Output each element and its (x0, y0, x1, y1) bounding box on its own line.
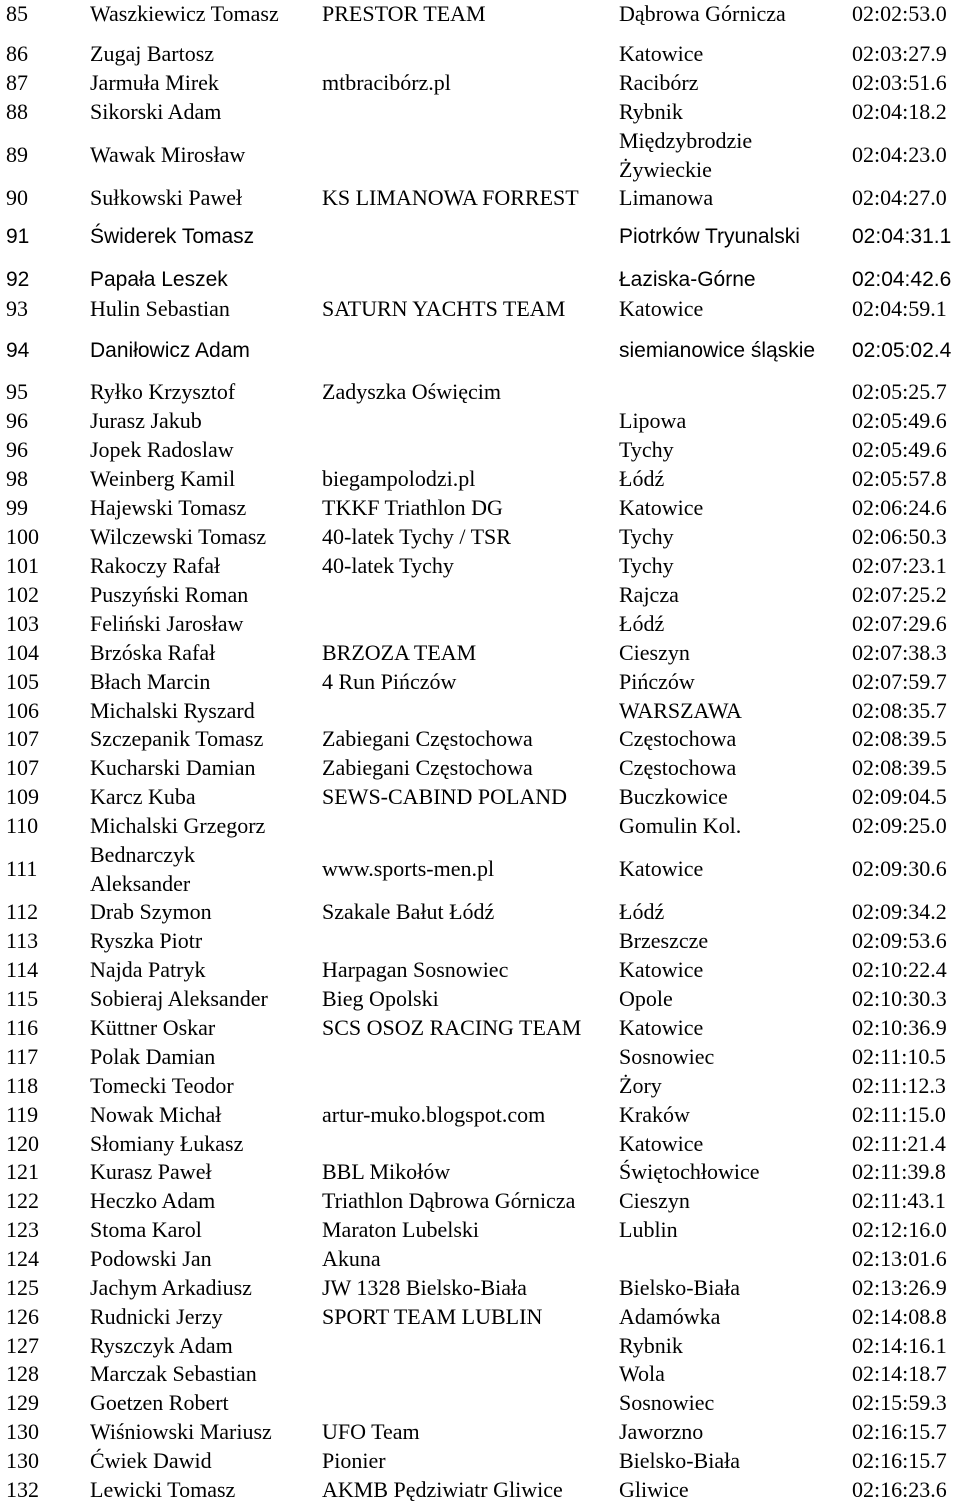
cell-place: 101 (6, 553, 39, 578)
cell-city: Bielsko-Biała (619, 1448, 740, 1473)
cell-city: Częstochowa (619, 726, 737, 751)
cell-time: 02:04:42.6 (852, 268, 952, 291)
cell-name: Michalski Grzegorz (90, 813, 266, 838)
cell-place: 124 (6, 1246, 39, 1271)
cell-city: Piotrków Tryunalski (619, 225, 800, 248)
cell-team: www.sports-men.pl (322, 856, 495, 881)
cell-team: SCS OSOZ RACING TEAM (322, 1015, 582, 1040)
cell-time: 02:04:31.1 (852, 225, 952, 248)
cell-team: BBL Mikołów (322, 1159, 451, 1184)
cell-name: Brzóska Rafał (90, 640, 216, 665)
cell-place: 117 (6, 1044, 39, 1069)
cell-city: Wola (619, 1361, 665, 1386)
cell-name: Ryszka Piotr (90, 928, 203, 953)
cell-name: Wawak Mirosław (90, 142, 246, 167)
cell-place: 96 (6, 437, 28, 462)
cell-time: 02:04:23.0 (852, 142, 947, 167)
cell-team: artur-muko.blogspot.com (322, 1102, 546, 1127)
cell-name: Puszyński Roman (90, 582, 249, 607)
cell-place: 93 (6, 296, 28, 321)
cell-city: Sosnowiec (619, 1044, 715, 1069)
cell-city: Katowice (619, 957, 704, 982)
cell-city: Buczkowice (619, 784, 728, 809)
cell-team: 40-latek Tychy (322, 553, 454, 578)
cell-city: Pińczów (619, 669, 695, 694)
cell-city: Katowice (619, 41, 704, 66)
cell-time: 02:14:16.1 (852, 1333, 947, 1358)
cell-time: 02:10:30.3 (852, 986, 947, 1011)
cell-name: Jachym Arkadiusz (90, 1275, 252, 1300)
cell-time: 02:09:25.0 (852, 813, 947, 838)
cell-name: Polak Damian (90, 1044, 216, 1069)
cell-place: 104 (6, 640, 39, 665)
cell-name: Wiśniowski Mariusz (90, 1419, 272, 1444)
cell-city: Rybnik (619, 99, 683, 124)
cell-team: AKMB Pędziwiatr Gliwice (322, 1477, 563, 1502)
cell-place: 129 (6, 1390, 39, 1415)
cell-time: 02:02:53.0 (852, 1, 947, 26)
cell-time: 02:12:16.0 (852, 1217, 947, 1242)
cell-place: 113 (6, 928, 39, 953)
cell-team: SATURN YACHTS TEAM (322, 296, 566, 321)
cell-team: KS LIMANOWA FORREST (322, 185, 579, 210)
cell-city: Łódź (619, 899, 665, 924)
cell-city: Katowice (619, 1015, 704, 1040)
cell-name: Jarmuła Mirek (90, 70, 219, 95)
cell-name: Kurasz Paweł (90, 1159, 212, 1184)
cell-time: 02:05:49.6 (852, 408, 947, 433)
cell-name: Ryszczyk Adam (90, 1333, 233, 1358)
cell-place: 94 (6, 339, 30, 362)
cell-city: Adamówka (619, 1304, 721, 1329)
cell-place: 95 (6, 379, 28, 404)
cell-time: 02:16:23.6 (852, 1477, 947, 1502)
cell-city: Międzybrodzie Żywieckie (619, 128, 753, 182)
cell-time: 02:11:21.4 (852, 1131, 946, 1156)
cell-place: 118 (6, 1073, 39, 1098)
cell-city: Katowice (619, 296, 704, 321)
cell-place: 116 (6, 1015, 39, 1040)
cell-time: 02:13:01.6 (852, 1246, 947, 1271)
cell-name: Rudnicki Jerzy (90, 1304, 223, 1329)
cell-time: 02:13:26.9 (852, 1275, 947, 1300)
cell-place: 127 (6, 1333, 39, 1358)
cell-time: 02:14:08.8 (852, 1304, 947, 1329)
cell-name: Heczko Adam (90, 1188, 216, 1213)
cell-city: Łódź (619, 466, 665, 491)
cell-team: Harpagan Sosnowiec (322, 957, 509, 982)
cell-name: Szczepanik Tomasz (90, 726, 264, 751)
cell-place: 130 (6, 1448, 39, 1473)
cell-place: 106 (6, 698, 39, 723)
cell-name: Ryłko Krzysztof (90, 379, 236, 404)
cell-team: Triathlon Dąbrowa Górnicza (322, 1188, 576, 1213)
cell-team: TKKF Triathlon DG (322, 495, 503, 520)
cell-name: Nowak Michał (90, 1102, 222, 1127)
cell-time: 02:05:57.8 (852, 466, 947, 491)
cell-name: Słomiany Łukasz (90, 1131, 244, 1156)
cell-city: Lublin (619, 1217, 678, 1242)
cell-city: Tychy (619, 437, 674, 462)
cell-name: Lewicki Tomasz (90, 1477, 236, 1502)
cell-place: 85 (6, 1, 28, 26)
cell-city: Bielsko-Biała (619, 1275, 740, 1300)
cell-place: 87 (6, 70, 28, 95)
cell-team: Pionier (322, 1448, 386, 1473)
cell-time: 02:04:18.2 (852, 99, 947, 124)
cell-time: 02:03:27.9 (852, 41, 947, 66)
cell-place: 122 (6, 1188, 39, 1213)
cell-name: Kucharski Damian (90, 755, 256, 780)
cell-place: 105 (6, 669, 39, 694)
table-row (0, 126, 960, 184)
cell-city: Katowice (619, 856, 704, 881)
cell-place: 112 (6, 899, 39, 924)
cell-name: Sikorski Adam (90, 99, 222, 124)
cell-place: 119 (6, 1102, 39, 1127)
cell-time: 02:11:12.3 (852, 1073, 946, 1098)
cell-time: 02:07:59.7 (852, 669, 947, 694)
cell-time: 02:09:30.6 (852, 856, 947, 881)
cell-name: Michalski Ryszard (90, 698, 255, 723)
cell-time: 02:14:18.7 (852, 1361, 947, 1386)
cell-time: 02:09:34.2 (852, 899, 947, 924)
cell-city: Brzeszcze (619, 928, 709, 953)
cell-team: SEWS-CABIND POLAND (322, 784, 568, 809)
cell-place: 103 (6, 611, 39, 636)
cell-city: Cieszyn (619, 640, 690, 665)
cell-city: Cieszyn (619, 1188, 690, 1213)
cell-place: 107 (6, 755, 39, 780)
cell-city: Rajcza (619, 582, 679, 607)
cell-place: 91 (6, 225, 30, 248)
cell-place: 125 (6, 1275, 39, 1300)
cell-city: WARSZAWA (619, 698, 742, 723)
cell-city: Żory (619, 1073, 662, 1098)
cell-city: Tychy (619, 553, 674, 578)
cell-city: Tychy (619, 524, 674, 549)
cell-place: 92 (6, 268, 30, 291)
cell-name: Drab Szymon (90, 899, 212, 924)
cell-place: 98 (6, 466, 28, 491)
cell-city: Rybnik (619, 1333, 683, 1358)
cell-name: Podowski Jan (90, 1246, 212, 1271)
cell-place: 99 (6, 495, 28, 520)
cell-time: 02:09:53.6 (852, 928, 947, 953)
cell-time: 02:16:15.7 (852, 1419, 947, 1444)
cell-city: Kraków (619, 1102, 690, 1127)
cell-team: Szakale Bałut Łódź (322, 899, 495, 924)
cell-city: Racibórz (619, 70, 699, 95)
cell-city: Limanowa (619, 185, 714, 210)
cell-name: Küttner Oskar (90, 1015, 216, 1040)
cell-city: Jaworzno (619, 1419, 704, 1444)
cell-name: Karcz Kuba (90, 784, 196, 809)
cell-place: 88 (6, 99, 28, 124)
cell-team: PRESTOR TEAM (322, 1, 486, 26)
cell-name: Błach Marcin (90, 669, 211, 694)
cell-team: 40-latek Tychy / TSR (322, 524, 511, 549)
cell-time: 02:04:59.1 (852, 296, 947, 321)
cell-city: Katowice (619, 1131, 704, 1156)
cell-time: 02:05:25.7 (852, 379, 947, 404)
cell-name: Jurasz Jakub (90, 408, 202, 433)
table-row (0, 840, 960, 898)
cell-place: 107 (6, 726, 39, 751)
cell-name: Papała Leszek (90, 268, 228, 291)
cell-time: 02:06:24.6 (852, 495, 947, 520)
cell-place: 89 (6, 142, 28, 167)
cell-name: Ćwiek Dawid (90, 1448, 212, 1473)
cell-name: Tomecki Teodor (90, 1073, 234, 1098)
cell-team: SPORT TEAM LUBLIN (322, 1304, 543, 1329)
cell-name: Wilczewski Tomasz (90, 524, 267, 549)
cell-city: Łaziska-Górne (619, 268, 756, 291)
cell-name: Zugaj Bartosz (90, 41, 215, 66)
cell-time: 02:05:02.4 (852, 339, 952, 362)
cell-city: Katowice (619, 495, 704, 520)
cell-team: Bieg Opolski (322, 986, 439, 1011)
cell-name: Świderek Tomasz (90, 225, 255, 248)
cell-time: 02:05:49.6 (852, 437, 947, 462)
cell-time: 02:11:15.0 (852, 1102, 946, 1127)
cell-team: 4 Run Pińczów (322, 669, 457, 694)
cell-name: Jopek Radoslaw (90, 437, 234, 462)
cell-time: 02:08:39.5 (852, 726, 947, 751)
cell-time: 02:09:04.5 (852, 784, 947, 809)
cell-name: Bednarczyk Aleksander (90, 842, 196, 896)
cell-name: Sobieraj Aleksander (90, 986, 268, 1011)
cell-time: 02:11:43.1 (852, 1188, 946, 1213)
cell-place: 111 (6, 856, 38, 881)
cell-place: 121 (6, 1159, 39, 1184)
cell-place: 123 (6, 1217, 39, 1242)
cell-time: 02:08:35.7 (852, 698, 947, 723)
cell-time: 02:16:15.7 (852, 1448, 947, 1473)
cell-city: Lipowa (619, 408, 687, 433)
cell-place: 115 (6, 986, 39, 1011)
cell-time: 02:06:50.3 (852, 524, 947, 549)
cell-place: 100 (6, 524, 39, 549)
cell-name: Hulin Sebastian (90, 296, 230, 321)
cell-place: 86 (6, 41, 28, 66)
cell-place: 128 (6, 1361, 39, 1386)
cell-city: Świętochłowice (619, 1159, 760, 1184)
cell-time: 02:15:59.3 (852, 1390, 947, 1415)
cell-team: Zabiegani Częstochowa (322, 755, 533, 780)
cell-time: 02:03:51.6 (852, 70, 947, 95)
cell-name: Najda Patryk (90, 957, 206, 982)
cell-city: siemianowice śląskie (619, 339, 816, 362)
cell-place: 90 (6, 185, 28, 210)
cell-place: 96 (6, 408, 28, 433)
cell-team: Maraton Lubelski (322, 1217, 480, 1242)
cell-team: JW 1328 Bielsko-Biała (322, 1275, 527, 1300)
cell-team: UFO Team (322, 1419, 420, 1444)
cell-name: Rakoczy Rafał (90, 553, 221, 578)
cell-place: 120 (6, 1131, 39, 1156)
cell-time: 02:11:10.5 (852, 1044, 946, 1069)
cell-place: 109 (6, 784, 39, 809)
cell-time: 02:10:22.4 (852, 957, 947, 982)
cell-city: Gomulin Kol. (619, 813, 742, 838)
cell-time: 02:07:29.6 (852, 611, 947, 636)
cell-team: BRZOZA TEAM (322, 640, 477, 665)
cell-city: Gliwice (619, 1477, 689, 1502)
cell-city: Łódź (619, 611, 665, 636)
cell-name: Feliński Jarosław (90, 611, 244, 636)
cell-time: 02:08:39.5 (852, 755, 947, 780)
cell-place: 102 (6, 582, 39, 607)
cell-place: 132 (6, 1477, 39, 1502)
cell-team: Zabiegani Częstochowa (322, 726, 533, 751)
cell-name: Hajewski Tomasz (90, 495, 247, 520)
cell-place: 130 (6, 1419, 39, 1444)
cell-team: mtbracibórz.pl (322, 70, 451, 95)
cell-name: Marczak Sebastian (90, 1361, 257, 1386)
cell-name: Stoma Karol (90, 1217, 202, 1242)
cell-name: Waszkiewicz Tomasz (90, 1, 279, 26)
cell-city: Dąbrowa Górnicza (619, 1, 786, 26)
cell-name: Daniłowicz Adam (90, 339, 250, 362)
cell-name: Sułkowski Paweł (90, 185, 243, 210)
cell-time: 02:07:23.1 (852, 553, 947, 578)
cell-team: Zadyszka Oświęcim (322, 379, 501, 404)
cell-name: Weinberg Kamil (90, 466, 236, 491)
cell-city: Częstochowa (619, 755, 737, 780)
cell-time: 02:07:25.2 (852, 582, 947, 607)
cell-time: 02:04:27.0 (852, 185, 947, 210)
cell-team: biegampolodzi.pl (322, 466, 476, 491)
cell-city: Sosnowiec (619, 1390, 715, 1415)
cell-place: 126 (6, 1304, 39, 1329)
cell-city: Opole (619, 986, 673, 1011)
cell-place: 114 (6, 957, 39, 982)
cell-team: Akuna (322, 1246, 381, 1271)
cell-time: 02:10:36.9 (852, 1015, 947, 1040)
cell-place: 110 (6, 813, 39, 838)
cell-name: Goetzen Robert (90, 1390, 229, 1415)
cell-time: 02:07:38.3 (852, 640, 947, 665)
cell-time: 02:11:39.8 (852, 1159, 946, 1184)
